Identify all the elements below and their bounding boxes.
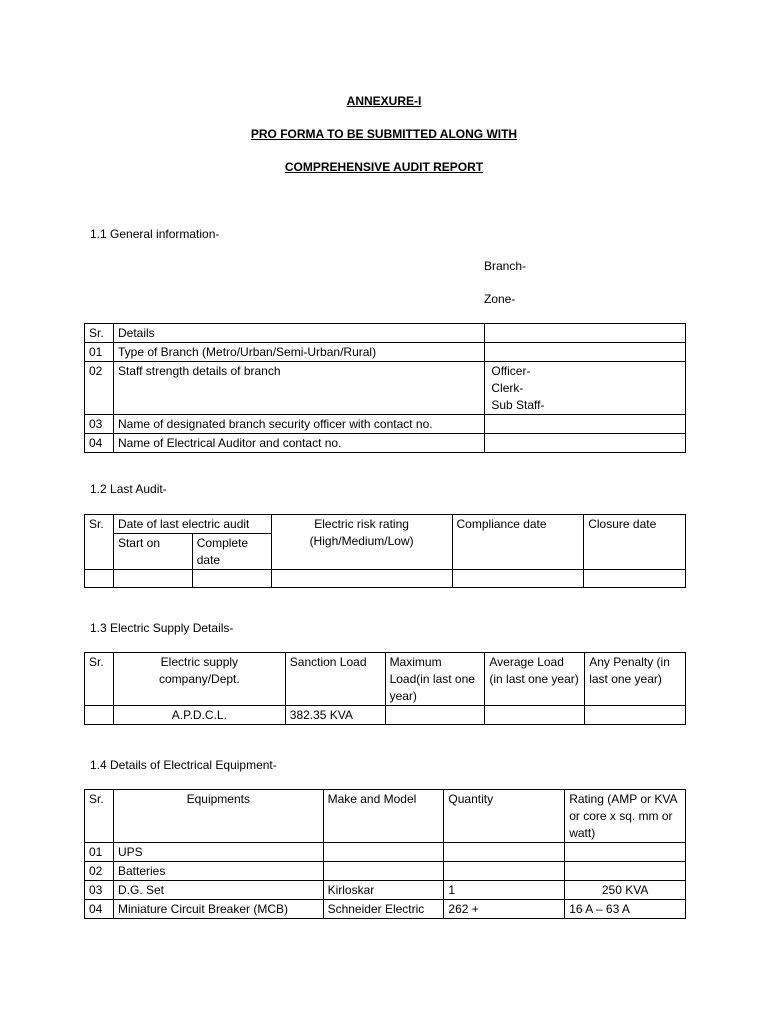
header-sr: Sr. bbox=[85, 324, 114, 343]
header-closure-date: Closure date bbox=[584, 515, 686, 570]
section-equipment-heading: 1.4 Details of Electrical Equipment- bbox=[90, 758, 277, 772]
cell-equipment: UPS bbox=[113, 843, 323, 862]
header-details: Details bbox=[113, 324, 484, 343]
electric-supply-table bbox=[84, 652, 686, 725]
table-row bbox=[85, 790, 686, 843]
cell-value bbox=[485, 434, 686, 453]
cell-make bbox=[323, 862, 444, 881]
header-value bbox=[485, 324, 686, 343]
cell-details: Staff strength details of branch bbox=[113, 362, 484, 415]
cell-make bbox=[323, 843, 444, 862]
cell-make: Kirloskar bbox=[323, 881, 444, 900]
clerk-label: Clerk- bbox=[491, 381, 524, 395]
cell-sr: 01 bbox=[85, 843, 114, 862]
annexure-title: ANNEXURE-I bbox=[346, 94, 422, 108]
cell-sr: 01 bbox=[85, 343, 114, 362]
sub-staff-label: Sub Staff- bbox=[491, 398, 545, 412]
header-sr: Sr. bbox=[85, 653, 114, 706]
table-row bbox=[85, 881, 686, 900]
cell-value bbox=[485, 415, 686, 434]
cell-quantity bbox=[444, 862, 565, 881]
cell-equipment: Miniature Circuit Breaker (MCB) bbox=[113, 900, 323, 919]
section-last-audit-heading: 1.2 Last Audit- bbox=[90, 482, 167, 496]
table-row bbox=[85, 843, 686, 862]
header-rating: Rating (AMP or KVA or core x sq. mm or watt) bbox=[565, 790, 686, 843]
table-row bbox=[85, 343, 686, 362]
table-row bbox=[85, 570, 686, 588]
table-row bbox=[85, 324, 686, 343]
header-start-on: Start on bbox=[113, 534, 192, 570]
cell-average-load bbox=[485, 706, 585, 725]
header-average-load: Average Load (in last one year) bbox=[485, 653, 585, 706]
header-maximum-load: Maximum Load(in last one year) bbox=[385, 653, 485, 706]
table-row bbox=[85, 415, 686, 434]
cell-value bbox=[485, 343, 686, 362]
header-sanction-load: Sanction Load bbox=[285, 653, 385, 706]
cell-quantity: 1 bbox=[444, 881, 565, 900]
last-audit-table bbox=[84, 514, 686, 588]
cell-supply-company: A.P.D.C.L. bbox=[113, 706, 285, 725]
cell-rating bbox=[565, 862, 686, 881]
proforma-title-line1: PRO FORMA TO BE SUBMITTED ALONG WITH bbox=[250, 127, 518, 141]
cell-maximum-load bbox=[385, 706, 485, 725]
header-sr: Sr. bbox=[85, 790, 114, 843]
section-general-heading: 1.1 General information- bbox=[90, 227, 220, 241]
cell-sr: 03 bbox=[85, 881, 114, 900]
header-penalty: Any Penalty (in last one year) bbox=[585, 653, 686, 706]
cell-empty bbox=[271, 570, 452, 588]
cell-equipment: Batteries bbox=[113, 862, 323, 881]
cell-rating: 16 A – 63 A bbox=[565, 900, 686, 919]
equipment-table bbox=[84, 789, 686, 919]
branch-label: Branch- bbox=[484, 259, 527, 273]
cell-empty bbox=[192, 570, 271, 588]
table-row bbox=[85, 515, 686, 534]
table-row bbox=[85, 434, 686, 453]
cell-empty bbox=[113, 570, 192, 588]
zone-label: Zone- bbox=[484, 292, 516, 306]
section-supply-heading: 1.3 Electric Supply Details- bbox=[90, 621, 234, 635]
header-compliance-date: Compliance date bbox=[452, 515, 584, 570]
cell-empty bbox=[85, 570, 114, 588]
proforma-title-line2: COMPREHENSIVE AUDIT REPORT bbox=[284, 160, 484, 174]
header-supply-company: Electric supply company/Dept. bbox=[113, 653, 285, 706]
cell-sr bbox=[85, 706, 114, 725]
table-row bbox=[85, 706, 686, 725]
cell-rating: 250 KVA bbox=[565, 881, 686, 900]
officer-label: Officer- bbox=[491, 364, 531, 378]
table-row bbox=[85, 862, 686, 881]
cell-quantity bbox=[444, 843, 565, 862]
cell-rating bbox=[565, 843, 686, 862]
header-complete-date: Complete date bbox=[192, 534, 271, 570]
header-quantity: Quantity bbox=[444, 790, 565, 843]
cell-empty bbox=[452, 570, 584, 588]
table-row bbox=[85, 362, 686, 415]
cell-make: Schneider Electric bbox=[323, 900, 444, 919]
cell-staff-strength bbox=[485, 362, 686, 415]
table-row bbox=[85, 653, 686, 706]
cell-sr: 04 bbox=[85, 900, 114, 919]
header-sr: Sr. bbox=[85, 515, 114, 570]
general-info-table bbox=[84, 323, 686, 453]
header-make-model: Make and Model bbox=[323, 790, 444, 843]
cell-sr: 02 bbox=[85, 362, 114, 415]
header-risk-rating: Electric risk rating (High/Medium/Low) bbox=[271, 515, 452, 570]
table-row bbox=[85, 900, 686, 919]
cell-empty bbox=[584, 570, 686, 588]
cell-sr: 04 bbox=[85, 434, 114, 453]
header-date-last-audit: Date of last electric audit bbox=[113, 515, 271, 534]
cell-details: Type of Branch (Metro/Urban/Semi-Urban/Rural) bbox=[113, 343, 484, 362]
cell-equipment: D.G. Set bbox=[113, 881, 323, 900]
cell-penalty bbox=[585, 706, 686, 725]
cell-sr: 02 bbox=[85, 862, 114, 881]
cell-sanction-load: 382.35 KVA bbox=[285, 706, 385, 725]
cell-quantity: 262 + bbox=[444, 900, 565, 919]
cell-sr: 03 bbox=[85, 415, 114, 434]
cell-details: Name of designated branch security officer with contact no. bbox=[113, 415, 484, 434]
cell-details: Name of Electrical Auditor and contact no. bbox=[113, 434, 484, 453]
header-equipments: Equipments bbox=[113, 790, 323, 843]
